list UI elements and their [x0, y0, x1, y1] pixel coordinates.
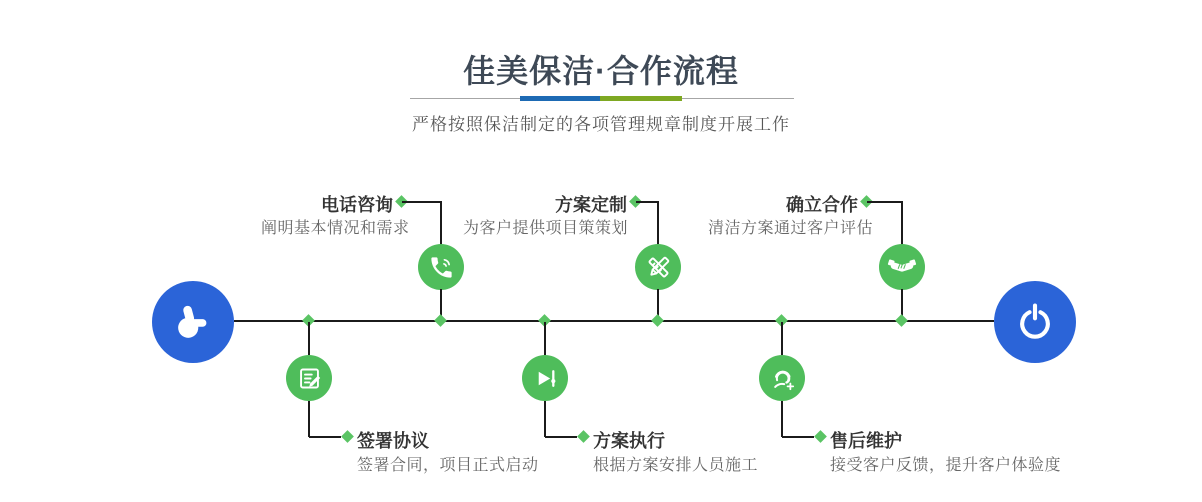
page-subtitle: 严格按照保洁制定的各项管理规章制度开展工作	[412, 115, 790, 134]
phone-call-icon	[428, 254, 455, 281]
step-title-plan-execute: 方案执行	[593, 431, 665, 451]
step-title-aftersales: 售后维护	[830, 431, 902, 451]
diamond-marker	[434, 314, 447, 327]
step-title-establish-coop: 确立合作	[786, 195, 858, 215]
step-node-plan-execute	[522, 355, 568, 401]
step-title-plan-custom: 方案定制	[555, 195, 627, 215]
divider-green-segment	[600, 96, 682, 101]
connector-line	[781, 322, 783, 355]
step-desc-phone-consult: 阐明基本情况和需求	[261, 220, 410, 237]
divider-blue-segment	[520, 96, 600, 101]
connector-line	[657, 201, 659, 245]
pencil-ruler-icon	[645, 254, 672, 281]
timeline-line	[234, 320, 994, 322]
connector-line	[402, 201, 441, 203]
step-node-plan-custom	[635, 244, 681, 290]
step-node-sign-agreement	[286, 355, 332, 401]
diamond-marker	[341, 430, 354, 443]
step-desc-aftersales: 接受客户反馈，提升客户体验度	[830, 457, 1062, 474]
diamond-marker	[895, 314, 908, 327]
step-node-establish-coop	[879, 244, 925, 290]
customer-service-plus-icon	[769, 365, 796, 392]
connector-line	[781, 401, 783, 437]
connector-line	[308, 322, 310, 355]
step-desc-sign-agreement: 签署合同，项目正式启动	[357, 457, 539, 474]
connector-line	[440, 201, 442, 245]
connector-line	[544, 401, 546, 437]
pointing-hand-icon	[170, 299, 216, 345]
step-desc-plan-custom: 为客户提供项目策策划	[463, 220, 629, 237]
timeline-end-node	[994, 281, 1076, 363]
handshake-icon	[887, 252, 917, 282]
diamond-marker	[651, 314, 664, 327]
step-node-phone-consult	[418, 244, 464, 290]
connector-line	[782, 436, 814, 438]
connector-line	[308, 401, 310, 437]
play-execute-icon	[533, 366, 558, 391]
connector-line	[901, 201, 903, 245]
step-desc-establish-coop: 清洁方案通过客户评估	[708, 220, 874, 237]
connector-line	[867, 201, 902, 203]
contract-pen-icon	[296, 365, 323, 392]
diamond-marker	[577, 430, 590, 443]
connector-line	[544, 322, 546, 355]
timeline-start-node	[152, 281, 234, 363]
connector-line	[636, 201, 658, 203]
step-title-sign-agreement: 签署协议	[357, 431, 429, 451]
step-node-aftersales	[759, 355, 805, 401]
connector-line	[545, 436, 577, 438]
step-title-phone-consult: 电话咨询	[321, 195, 393, 215]
diamond-marker	[814, 430, 827, 443]
step-desc-plan-execute: 根据方案安排人员施工	[593, 457, 759, 474]
page-title: 佳美保洁·合作流程	[463, 53, 739, 89]
power-icon	[1013, 300, 1057, 344]
connector-line	[309, 436, 341, 438]
